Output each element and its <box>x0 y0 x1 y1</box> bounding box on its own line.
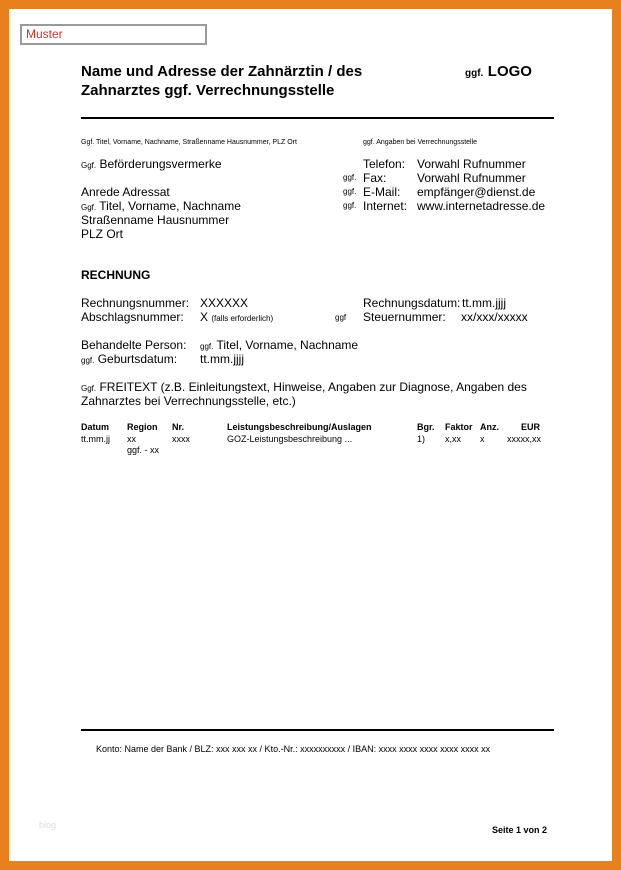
web-label: Internet: <box>363 199 408 213</box>
partial-number-note: (falls erforderlich) <box>211 314 274 323</box>
transport-note <box>81 157 222 171</box>
table-cell-factor: x,xx <box>445 434 462 444</box>
partial-number-label: Abschlagsnummer: <box>81 310 184 324</box>
partial-number-value: X <box>200 310 209 324</box>
table-header-factor: Faktor <box>445 422 473 432</box>
recipient-name-text: Titel, Vorname, Nachname <box>99 199 241 213</box>
logo-placeholder <box>465 63 532 81</box>
invoice-date-label: Rechnungsdatum: <box>363 296 461 310</box>
transport-prefix: Ggf. <box>81 161 97 170</box>
tax-number-value: xx/xxx/xxxxx <box>461 310 528 324</box>
table-subrow-region: ggf. - xx <box>127 445 160 455</box>
fax-prefix: ggf. <box>343 173 357 182</box>
freetext-text: FREITEXT (z.B. Einleitungstext, Hinweise, Angaben zur Diagnose, Angaben des <box>99 380 527 394</box>
patient-name-prefix: ggf. <box>200 342 214 351</box>
recipient-salutation: Anrede Adressat <box>81 185 170 199</box>
table-header-nr: Nr. <box>172 422 185 432</box>
recipient-name <box>81 199 241 213</box>
table-cell-count: x <box>480 434 485 444</box>
partial-number <box>200 310 273 324</box>
patient-dob <box>81 352 177 366</box>
patient-dob-label: Geburtsdatum: <box>97 352 178 366</box>
fax-label: Fax: <box>363 171 387 185</box>
patient-name <box>200 338 358 352</box>
phone-value: Vorwahl Rufnummer <box>417 157 526 171</box>
patient-dob-prefix: ggf. <box>81 356 95 365</box>
freetext-line1 <box>81 380 527 394</box>
table-cell-bgr: 1) <box>417 434 426 444</box>
web-value: www.internetadresse.de <box>417 199 546 213</box>
table-cell-region: xx <box>127 434 136 444</box>
patient-name-text: Titel, Vorname, Nachname <box>216 338 359 352</box>
invoice-date-value: tt.mm.jjjj <box>462 296 506 310</box>
invoice-page <box>9 9 612 861</box>
table-cell-description: GOZ-Leistungsbeschreibung ... <box>227 434 353 444</box>
invoice-heading: RECHNUNG <box>81 268 151 282</box>
recipient-name-prefix: Ggf. <box>81 203 97 212</box>
freetext-prefix: Ggf. <box>81 384 97 393</box>
recipient-street: Straßenname Hausnummer <box>81 213 230 227</box>
logo-prefix: ggf. <box>465 68 484 79</box>
web-prefix: ggf. <box>343 201 357 210</box>
invoice-number-value: XXXXXX <box>200 296 249 310</box>
freetext-line2: Zahnarztes bei Verrechnungsstelle, etc.) <box>81 394 296 408</box>
table-header-region: Region <box>127 422 158 432</box>
fax-value: Vorwahl Rufnummer <box>417 171 526 185</box>
patient-dob-value: tt.mm.jjjj <box>200 352 244 366</box>
contact-header: ggf. Angaben bei Verrechnungsstelle <box>363 139 478 146</box>
table-cell-date: tt.mm.jj <box>81 434 110 444</box>
invoice-number-label: Rechnungsnummer: <box>81 296 190 310</box>
transport-text: Beförderungsvermerke <box>99 157 222 171</box>
table-header-count: Anz. <box>480 422 499 432</box>
practice-name-line2: Zahnarztes ggf. Verrechnungsstelle <box>81 82 335 99</box>
bank-details: Konto: Name der Bank / BLZ: xxx xxx xx / Kto.-Nr.: xxxxxxxxxx / IBAN: xxxx xxxx xxxx xxxx xxxx xx <box>96 744 491 754</box>
tax-number-label: Steuernummer: <box>363 310 446 324</box>
table-header-datum: Datum <box>81 422 110 432</box>
logo-text: LOGO <box>487 63 532 80</box>
watermark: blog <box>39 820 57 830</box>
table-header-eur: EUR <box>521 422 541 432</box>
practice-name-line1: Name und Adresse der Zahnärztin / des <box>81 63 363 80</box>
page-number: Seite 1 von 2 <box>492 825 548 835</box>
patient-label: Behandelte Person: <box>81 338 187 352</box>
table-header-description: Leistungsbeschreibung/Auslagen <box>227 422 372 432</box>
email-prefix: ggf. <box>343 187 357 196</box>
sample-stamp: Muster <box>20 24 207 45</box>
table-cell-nr: xxxx <box>172 434 190 444</box>
phone-label: Telefon: <box>363 157 406 171</box>
table-header-bgr: Bgr. <box>417 422 435 432</box>
tax-prefix: ggf <box>335 313 347 322</box>
recipient-city: PLZ Ort <box>81 227 124 241</box>
email-value: empfänger@dienst.de <box>417 185 536 199</box>
header-divider <box>81 117 554 119</box>
table-cell-eur: xxxxx,xx <box>507 434 542 444</box>
footer-divider <box>81 729 554 731</box>
sender-line: Ggf. Titel, Vorname, Nachname, Straßenname Hausnummer, PLZ Ort <box>81 139 297 146</box>
email-label: E-Mail: <box>363 185 401 199</box>
